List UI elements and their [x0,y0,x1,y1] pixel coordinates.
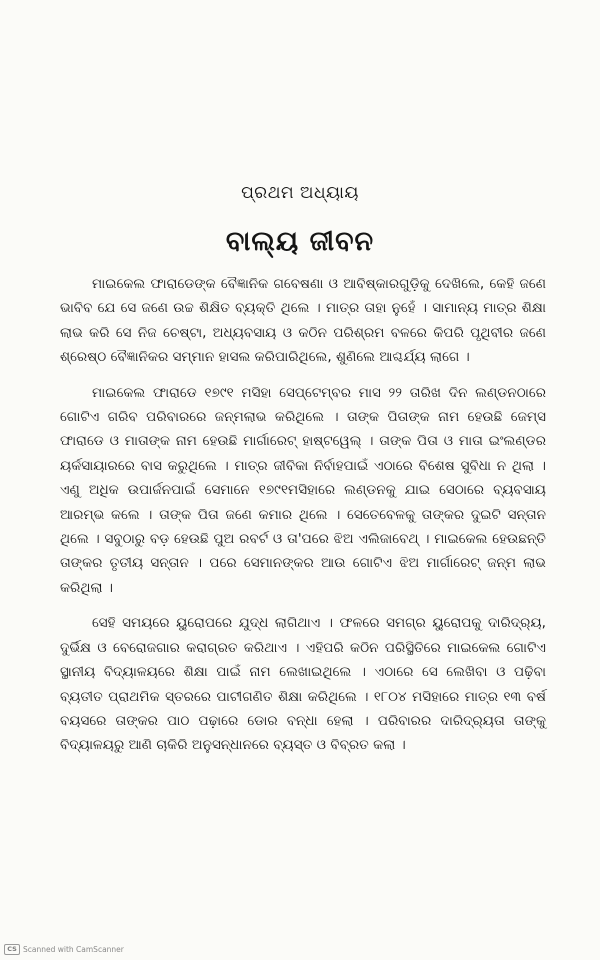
paragraph: ମାଇକେଲ ଫାରାଡେ ୧୭୯୧ ମସିହା ସେପ୍ଟେମ୍ବର ମାସ ୨୨ ତାରିଖ ଦିନ ଲଣ୍ଡନଠାରେ ଗୋଟିଏ ଗରିବ ପରିବାରରେ ଜନ୍ମଲାଭ କରିଥିଲେ । ତାଙ୍କ ପିତାଙ୍କ ନାମ ହେଉଛି ଜେମ୍ସ ଫାରାଡେ ଓ ମାତାଙ୍କ ନାମ ହେଉଛି ମାର୍ଗାରେଟ୍ ହାଷ୍ଟୱେଲ୍ । ତାଙ୍କ ପିତା ଓ ମାତା ଇଂଲଣ୍ଡର ୟର୍କସାୟାରରେ ବାସ କରୁଥିଲେ । ମାତ୍ର ଜୀବିକା ନିର୍ବାହପାଇଁ ଏଠାରେ ବିଶେଷ ସୁବିଧା ନ ଥିଲା । ଏଣୁ ଅଧିକ ଉପାର୍ଜନପାଇଁ ସେମାନେ ୧୭୯୧ମସିହାରେ ଲଣ୍ଡନକୁ ଯାଇ ସେଠାରେ ବ୍ୟବସାୟ ଆରମ୍ଭ କଲେ । ତାଙ୍କ ପିତା ଜଣେ କମାର ଥିଲେ । ସେତେବେଳକୁ ତାଙ୍କର ଦୁଇଟି ସନ୍ତାନ ଥିଲେ । ସବୁଠାରୁ ବଡ଼ ହେଉଛି ପୁଅ ରବର୍ଟ ଓ ତା'ପରେ ଝିଅ ଏଲିଜାବେଥ୍ । ମାଇକେଲ ହେଉଛନ୍ତି ତାଙ୍କର ତୃତୀୟ ସନ୍ତାନ । ପରେ ସେମାନଙ୍କର ଆଉ ଗୋଟିଏ ଝିଅ ମାର୍ଗାରେଟ୍ ଜନ୍ମ ଲାଭ କରିଥିଲା । [60,384,546,596]
paragraph: ମାଇକେଲ ଫାରାଡେଙ୍କ ବୈଜ୍ଞାନିକ ଗବେଷଣା ଓ ଆବିଷ୍କାରଗୁଡ଼ିକୁ ଦେଖିଲେ, କେହି ଜଣେ ଭାବିବ ଯେ ସେ ଜଣେ ଉଚ୍ଚ ଶିକ୍ଷିତ ବ୍ୟକ୍ତି ଥିଲେ । ମାତ୍ର ତାହା ନୁହେଁ । ସାମାନ୍ୟ ମାତ୍ର ଶିକ୍ଷା ଲାଭ କରି ସେ ନିଜ ଚେଷ୍ଟା, ଅଧ୍ୟବସାୟ ଓ କଠିନ ପରିଶ୍ରମ ବଳରେ କିପରି ପୃଥିବୀର ଜଣେ ଶ୍ରେଷ୍ଠ ବୈଜ୍ଞାନିକର ସମ୍ମାନ ହାସଲ କରିପାରିଥିଲେ, ଶୁଣିଲେ ଆଶ୍ଚର୍ଯ୍ୟ ଲାଗେ । [60,276,546,366]
chapter-title: ବାଲ୍ୟ ଜୀବନ [225,226,375,257]
body-text [60,272,546,769]
chapter-label: ପ୍ରଥମ ଅଧ୍ୟାୟ [241,183,359,203]
scanner-watermark [4,944,124,955]
scanner-watermark-text: Scanned with CamScanner [23,945,124,954]
camscanner-icon: CS [4,944,20,955]
paragraph: ସେହି ସମୟରେ ୟୁରୋପରେ ଯୁଦ୍ଧ ଲାଗିଥାଏ । ଫଳରେ ସମଗ୍ର ୟୁରୋପକୁ ଦାରିଦ୍ର୍ୟ, ଦୁର୍ଭିକ୍ଷ ଓ ବେରୋଜଗାର କରାଗ୍ରତ କରିଥାଏ । ଏହିପରି କଠିନ ପରିସ୍ଥିତିରେ ମାଇକେଲ ଗୋଟିଏ ସ୍ଥାନୀୟ ବିଦ୍ୟାଳୟରେ ଶିକ୍ଷା ପାଇଁ ନାମ ଲେଖାଇଥିଲେ । ଏଠାରେ ସେ ଲେଖିବା ଓ ପଢ଼ିବା ବ୍ୟତୀତ ପ୍ରାଥମିକ ସ୍ତରରେ ପାଟୀଗଣିତ ଶିକ୍ଷା କରିଥିଲେ । ୧୮୦୪ ମସିହାରେ ମାତ୍ର ୧୩ ବର୍ଷ ବୟସରେ ତାଙ୍କର ପାଠ ପଢ଼ାରେ ଡୋର ବନ୍ଧା ହେଲା । ପରିବାରର ଦାରିଦ୍ର୍ୟତା ତାଙ୍କୁ ବିଦ୍ୟାଳୟରୁ ଆଣି ଚାକିରି ଅନୁସନ୍ଧାନରେ ବ୍ୟସ୍ତ ଓ ବିବ୍ରତ କଲା । [60,615,546,754]
